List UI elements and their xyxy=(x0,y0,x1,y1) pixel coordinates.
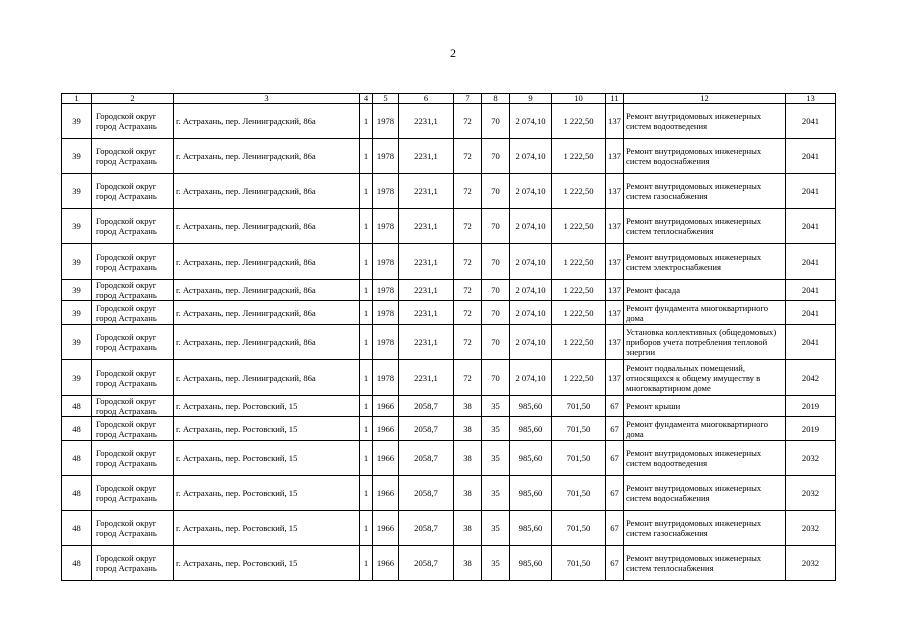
cell-work-type: Ремонт крыши xyxy=(624,396,786,417)
cell-total-area: 2058,7 xyxy=(399,476,454,511)
cell-residents-count: 70 xyxy=(482,280,510,301)
cell-area-a: 2 074,10 xyxy=(510,174,552,209)
cell-residents-count: 35 xyxy=(482,511,510,546)
cell-apartments: 72 xyxy=(454,244,482,280)
cell-col-4: 1 xyxy=(360,511,373,546)
table-row xyxy=(62,174,836,209)
cell-year-built: 1978 xyxy=(373,325,399,360)
cell-col-4: 1 xyxy=(360,546,373,581)
cell-planned-year: 2042 xyxy=(786,360,836,396)
cell-area-a: 2 074,10 xyxy=(510,325,552,360)
cell-area-a: 2 074,10 xyxy=(510,280,552,301)
cell-year-built: 1978 xyxy=(373,301,399,325)
cell-col-4: 1 xyxy=(360,104,373,139)
cell-area-a: 985,60 xyxy=(510,441,552,476)
column-header: 10 xyxy=(552,94,606,104)
cell-row-id: 39 xyxy=(62,104,92,139)
cell-address: г. Астрахань, пер. Ленинградский, 86а xyxy=(174,301,360,325)
cell-col-4: 1 xyxy=(360,360,373,396)
cell-apartments: 38 xyxy=(454,396,482,417)
cell-municipality: Городской округ город Астрахань xyxy=(92,325,174,360)
cell-address: г. Астрахань, пер. Ленинградский, 86а xyxy=(174,174,360,209)
cell-total-area: 2231,1 xyxy=(399,104,454,139)
cell-residents-count: 70 xyxy=(482,139,510,174)
cell-area-a: 2 074,10 xyxy=(510,244,552,280)
cell-residents-count: 35 xyxy=(482,476,510,511)
cell-year-built: 1978 xyxy=(373,174,399,209)
column-header: 3 xyxy=(174,94,360,104)
cell-address: г. Астрахань, пер. Ростовский, 15 xyxy=(174,396,360,417)
cell-area-b: 701,50 xyxy=(552,417,606,441)
cell-address: г. Астрахань, пер. Ленинградский, 86а xyxy=(174,244,360,280)
cell-area-b: 701,50 xyxy=(552,476,606,511)
cell-address: г. Астрахань, пер. Ростовский, 15 xyxy=(174,476,360,511)
cell-address: г. Астрахань, пер. Ленинградский, 86а xyxy=(174,280,360,301)
cell-planned-year: 2032 xyxy=(786,441,836,476)
cell-apartments: 38 xyxy=(454,546,482,581)
cell-apartments: 38 xyxy=(454,417,482,441)
cell-count-11: 137 xyxy=(606,325,624,360)
cell-work-type: Ремонт внутридомовых инженерных систем теплоснабжения xyxy=(624,546,786,581)
cell-area-b: 1 222,50 xyxy=(552,301,606,325)
cell-work-type: Ремонт внутридомовых инженерных систем газоснабжения xyxy=(624,511,786,546)
capital-repair-table xyxy=(61,93,836,581)
cell-row-id: 48 xyxy=(62,511,92,546)
cell-total-area: 2058,7 xyxy=(399,396,454,417)
cell-address: г. Астрахань, пер. Ростовский, 15 xyxy=(174,441,360,476)
cell-address: г. Астрахань, пер. Ленинградский, 86а xyxy=(174,209,360,244)
cell-apartments: 72 xyxy=(454,104,482,139)
cell-municipality: Городской округ город Астрахань xyxy=(92,174,174,209)
cell-col-4: 1 xyxy=(360,139,373,174)
cell-work-type: Ремонт внутридомовых инженерных систем газоснабжения xyxy=(624,174,786,209)
cell-total-area: 2231,1 xyxy=(399,301,454,325)
cell-year-built: 1978 xyxy=(373,209,399,244)
cell-planned-year: 2019 xyxy=(786,417,836,441)
cell-count-11: 67 xyxy=(606,476,624,511)
cell-municipality: Городской округ город Астрахань xyxy=(92,546,174,581)
table-row xyxy=(62,476,836,511)
cell-residents-count: 35 xyxy=(482,546,510,581)
cell-row-id: 48 xyxy=(62,476,92,511)
cell-total-area: 2231,1 xyxy=(399,174,454,209)
cell-planned-year: 2041 xyxy=(786,139,836,174)
cell-col-4: 1 xyxy=(360,441,373,476)
cell-address: г. Астрахань, пер. Ленинградский, 86а xyxy=(174,325,360,360)
column-header: 7 xyxy=(454,94,482,104)
table-body xyxy=(62,94,836,581)
column-header: 8 xyxy=(482,94,510,104)
cell-count-11: 67 xyxy=(606,396,624,417)
cell-apartments: 72 xyxy=(454,280,482,301)
cell-work-type: Ремонт фундамента многоквартирного дома xyxy=(624,417,786,441)
cell-area-a: 2 074,10 xyxy=(510,209,552,244)
cell-municipality: Городской округ город Астрахань xyxy=(92,417,174,441)
cell-year-built: 1978 xyxy=(373,280,399,301)
cell-area-a: 985,60 xyxy=(510,417,552,441)
cell-area-a: 985,60 xyxy=(510,546,552,581)
cell-area-b: 1 222,50 xyxy=(552,104,606,139)
cell-address: г. Астрахань, пер. Ленинградский, 86а xyxy=(174,360,360,396)
table-row xyxy=(62,511,836,546)
page-number: 2 xyxy=(450,46,456,60)
cell-area-b: 1 222,50 xyxy=(552,209,606,244)
cell-planned-year: 2041 xyxy=(786,104,836,139)
cell-row-id: 39 xyxy=(62,174,92,209)
cell-residents-count: 70 xyxy=(482,104,510,139)
cell-residents-count: 70 xyxy=(482,244,510,280)
cell-row-id: 39 xyxy=(62,280,92,301)
cell-work-type: Ремонт внутридомовых инженерных систем теплоснабжения xyxy=(624,209,786,244)
cell-row-id: 48 xyxy=(62,417,92,441)
cell-year-built: 1966 xyxy=(373,441,399,476)
cell-address: г. Астрахань, пер. Ростовский, 15 xyxy=(174,546,360,581)
cell-residents-count: 70 xyxy=(482,209,510,244)
column-header: 6 xyxy=(399,94,454,104)
cell-area-b: 1 222,50 xyxy=(552,139,606,174)
cell-col-4: 1 xyxy=(360,325,373,360)
table-row xyxy=(62,396,836,417)
cell-count-11: 137 xyxy=(606,244,624,280)
cell-row-id: 48 xyxy=(62,441,92,476)
cell-row-id: 39 xyxy=(62,325,92,360)
cell-municipality: Городской округ город Астрахань xyxy=(92,209,174,244)
cell-area-a: 2 074,10 xyxy=(510,104,552,139)
cell-col-4: 1 xyxy=(360,417,373,441)
cell-total-area: 2231,1 xyxy=(399,280,454,301)
header-row xyxy=(62,94,836,104)
cell-work-type: Ремонт подвальных помещений, относящихся к общему имуществу в многоквартирном доме xyxy=(624,360,786,396)
cell-row-id: 39 xyxy=(62,301,92,325)
table-row xyxy=(62,546,836,581)
cell-planned-year: 2019 xyxy=(786,396,836,417)
cell-count-11: 137 xyxy=(606,280,624,301)
cell-year-built: 1966 xyxy=(373,546,399,581)
cell-apartments: 72 xyxy=(454,209,482,244)
cell-count-11: 67 xyxy=(606,417,624,441)
column-header: 1 xyxy=(62,94,92,104)
cell-row-id: 39 xyxy=(62,209,92,244)
cell-residents-count: 35 xyxy=(482,417,510,441)
cell-planned-year: 2032 xyxy=(786,511,836,546)
cell-year-built: 1966 xyxy=(373,511,399,546)
cell-planned-year: 2041 xyxy=(786,325,836,360)
cell-row-id: 39 xyxy=(62,139,92,174)
cell-count-11: 137 xyxy=(606,301,624,325)
column-header: 4 xyxy=(360,94,373,104)
cell-planned-year: 2041 xyxy=(786,209,836,244)
cell-count-11: 137 xyxy=(606,139,624,174)
table-row xyxy=(62,139,836,174)
cell-work-type: Ремонт внутридомовых инженерных систем водоотведения xyxy=(624,441,786,476)
cell-residents-count: 70 xyxy=(482,360,510,396)
cell-area-a: 2 074,10 xyxy=(510,301,552,325)
cell-work-type: Ремонт фундамента многоквартирного дома xyxy=(624,301,786,325)
cell-municipality: Городской округ город Астрахань xyxy=(92,360,174,396)
cell-area-b: 701,50 xyxy=(552,546,606,581)
cell-count-11: 137 xyxy=(606,104,624,139)
cell-area-b: 1 222,50 xyxy=(552,244,606,280)
cell-municipality: Городской округ город Астрахань xyxy=(92,511,174,546)
table-row xyxy=(62,104,836,139)
cell-row-id: 39 xyxy=(62,360,92,396)
cell-apartments: 72 xyxy=(454,174,482,209)
cell-area-a: 985,60 xyxy=(510,476,552,511)
cell-work-type: Ремонт фасада xyxy=(624,280,786,301)
cell-address: г. Астрахань, пер. Ленинградский, 86а xyxy=(174,104,360,139)
cell-municipality: Городской округ город Астрахань xyxy=(92,476,174,511)
cell-work-type: Ремонт внутридомовых инженерных систем водоснабжения xyxy=(624,476,786,511)
cell-planned-year: 2041 xyxy=(786,301,836,325)
cell-apartments: 72 xyxy=(454,360,482,396)
cell-residents-count: 70 xyxy=(482,301,510,325)
cell-municipality: Городской округ город Астрахань xyxy=(92,396,174,417)
cell-col-4: 1 xyxy=(360,244,373,280)
cell-area-b: 701,50 xyxy=(552,441,606,476)
cell-area-b: 1 222,50 xyxy=(552,325,606,360)
cell-planned-year: 2032 xyxy=(786,476,836,511)
cell-col-4: 1 xyxy=(360,174,373,209)
cell-total-area: 2231,1 xyxy=(399,139,454,174)
cell-municipality: Городской округ город Астрахань xyxy=(92,301,174,325)
cell-planned-year: 2041 xyxy=(786,174,836,209)
cell-total-area: 2058,7 xyxy=(399,546,454,581)
cell-total-area: 2058,7 xyxy=(399,417,454,441)
table-row xyxy=(62,244,836,280)
cell-municipality: Городской округ город Астрахань xyxy=(92,139,174,174)
cell-residents-count: 35 xyxy=(482,441,510,476)
cell-area-b: 1 222,50 xyxy=(552,360,606,396)
cell-residents-count: 70 xyxy=(482,325,510,360)
column-header: 12 xyxy=(624,94,786,104)
column-header: 11 xyxy=(606,94,624,104)
cell-address: г. Астрахань, пер. Ростовский, 15 xyxy=(174,417,360,441)
table-row xyxy=(62,301,836,325)
cell-total-area: 2231,1 xyxy=(399,209,454,244)
cell-work-type: Установка коллективных (общедомовых) приборов учета потребления тепловой энергии xyxy=(624,325,786,360)
cell-row-id: 48 xyxy=(62,396,92,417)
cell-apartments: 72 xyxy=(454,139,482,174)
column-header: 9 xyxy=(510,94,552,104)
cell-count-11: 67 xyxy=(606,546,624,581)
column-header: 2 xyxy=(92,94,174,104)
table-row xyxy=(62,280,836,301)
cell-planned-year: 2041 xyxy=(786,244,836,280)
cell-year-built: 1978 xyxy=(373,139,399,174)
cell-area-b: 701,50 xyxy=(552,511,606,546)
cell-municipality: Городской округ город Астрахань xyxy=(92,244,174,280)
table-row xyxy=(62,360,836,396)
cell-col-4: 1 xyxy=(360,476,373,511)
cell-work-type: Ремонт внутридомовых инженерных систем водоснабжения xyxy=(624,139,786,174)
cell-count-11: 137 xyxy=(606,209,624,244)
cell-area-a: 2 074,10 xyxy=(510,139,552,174)
cell-count-11: 137 xyxy=(606,360,624,396)
cell-work-type: Ремонт внутридомовых инженерных систем водоотведения xyxy=(624,104,786,139)
cell-municipality: Городской округ город Астрахань xyxy=(92,280,174,301)
table-row xyxy=(62,209,836,244)
cell-work-type: Ремонт внутридомовых инженерных систем электроснабжения xyxy=(624,244,786,280)
cell-total-area: 2058,7 xyxy=(399,511,454,546)
cell-residents-count: 70 xyxy=(482,174,510,209)
cell-year-built: 1978 xyxy=(373,104,399,139)
cell-area-b: 701,50 xyxy=(552,396,606,417)
cell-residents-count: 35 xyxy=(482,396,510,417)
cell-year-built: 1966 xyxy=(373,476,399,511)
cell-area-b: 1 222,50 xyxy=(552,280,606,301)
cell-col-4: 1 xyxy=(360,396,373,417)
cell-municipality: Городской округ город Астрахань xyxy=(92,441,174,476)
cell-year-built: 1978 xyxy=(373,360,399,396)
cell-area-a: 985,60 xyxy=(510,396,552,417)
cell-planned-year: 2032 xyxy=(786,546,836,581)
cell-area-a: 2 074,10 xyxy=(510,360,552,396)
column-header: 13 xyxy=(786,94,836,104)
cell-year-built: 1966 xyxy=(373,417,399,441)
cell-apartments: 72 xyxy=(454,325,482,360)
column-header: 5 xyxy=(373,94,399,104)
cell-year-built: 1966 xyxy=(373,396,399,417)
cell-total-area: 2231,1 xyxy=(399,360,454,396)
cell-apartments: 38 xyxy=(454,476,482,511)
cell-year-built: 1978 xyxy=(373,244,399,280)
cell-col-4: 1 xyxy=(360,301,373,325)
table-row xyxy=(62,417,836,441)
cell-apartments: 38 xyxy=(454,511,482,546)
table-row xyxy=(62,441,836,476)
table-row xyxy=(62,325,836,360)
cell-count-11: 67 xyxy=(606,441,624,476)
cell-total-area: 2231,1 xyxy=(399,325,454,360)
cell-apartments: 38 xyxy=(454,441,482,476)
cell-col-4: 1 xyxy=(360,280,373,301)
cell-planned-year: 2041 xyxy=(786,280,836,301)
cell-col-4: 1 xyxy=(360,209,373,244)
cell-total-area: 2231,1 xyxy=(399,244,454,280)
cell-count-11: 137 xyxy=(606,174,624,209)
cell-municipality: Городской округ город Астрахань xyxy=(92,104,174,139)
cell-area-a: 985,60 xyxy=(510,511,552,546)
cell-count-11: 67 xyxy=(606,511,624,546)
cell-row-id: 48 xyxy=(62,546,92,581)
cell-row-id: 39 xyxy=(62,244,92,280)
cell-area-b: 1 222,50 xyxy=(552,174,606,209)
cell-apartments: 72 xyxy=(454,301,482,325)
cell-address: г. Астрахань, пер. Ленинградский, 86а xyxy=(174,139,360,174)
cell-total-area: 2058,7 xyxy=(399,441,454,476)
cell-address: г. Астрахань, пер. Ростовский, 15 xyxy=(174,511,360,546)
